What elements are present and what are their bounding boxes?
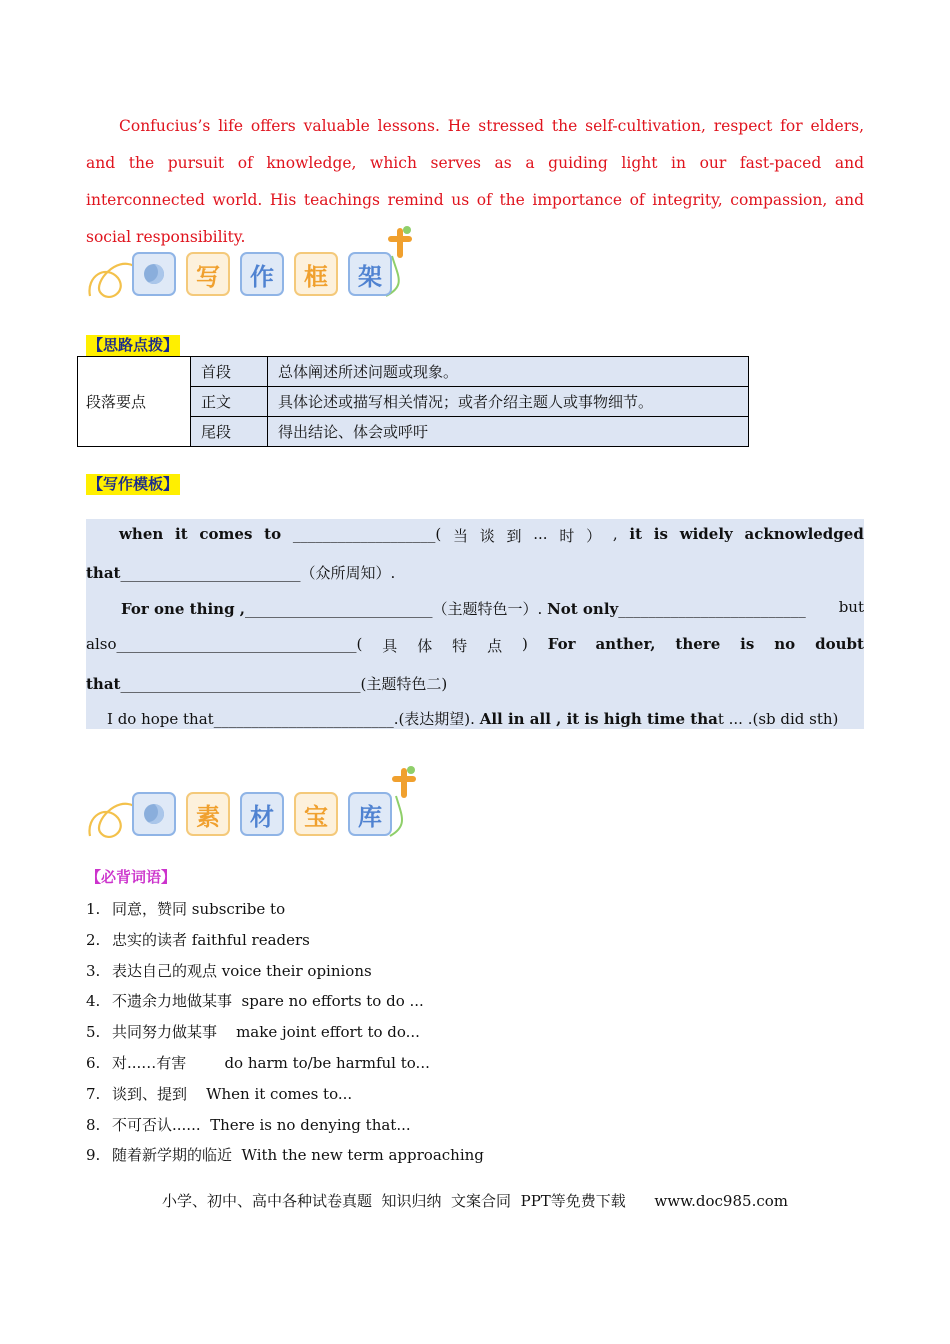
row-desc: 具体论述或描写相关情况；或者介绍主题人或事物细节。: [268, 387, 749, 417]
paragraph-guide-table: [77, 356, 749, 447]
section-banner-material-library: [86, 766, 426, 856]
row-label: 首段: [191, 357, 268, 387]
list-item: 9. 随着新学期的临近 With the new term approaching: [86, 1146, 484, 1165]
template-line-5: that________________________________(主题特色二): [86, 675, 448, 693]
vocab-list: [86, 894, 484, 1171]
list-item: 5. 共同努力做某事 make joint effort to do...: [86, 1023, 420, 1042]
page-footer: 小学、初中、高中各种试卷真题 知识归纳 文案合同 PPT等免费下载 www.doc985.com: [161, 1192, 788, 1210]
list-item: 4. 不遗余力地做某事 spare no efforts to do ...: [86, 992, 424, 1011]
table-row: [78, 357, 749, 387]
ball-icon: [132, 252, 176, 296]
row-desc: 得出结论、体会或呼吁: [268, 417, 749, 447]
list-item: 1. 同意，赞同 subscribe to: [86, 900, 286, 918]
template-line-2: that________________________（众所周知）.: [86, 564, 396, 582]
list-item: 3. 表达自己的观点 voice their opinions: [86, 961, 372, 980]
banner-char-3: 框: [294, 252, 338, 296]
list-item: 6. 对...…有害 do harm to/be harmful to...: [86, 1053, 430, 1072]
row-label: 正文: [191, 387, 268, 417]
list-item: 7. 谈到、提到 When it comes to...: [86, 1084, 353, 1103]
list-item: 2. 忠实的读者 faithful readers: [86, 930, 310, 949]
template-line-1: when it comes to ___________________( 当 谈 到 ... 时 ） , it is widely acknowledged: [119, 525, 864, 545]
template-line-3: For one thing ,_________________________（主题特色一）. Not only_________________________ but: [121, 598, 864, 618]
banner-char-2: 材: [240, 792, 284, 836]
banner-char-1: 写: [186, 252, 230, 296]
intro-paragraph: Confucius’s life offers valuable lessons. He stressed the self-cultivation, respect for elders, and the pursuit of knowledge, which serves as a guiding light in our fast-paced and interconnected world. His teachings remind us of the importance of integrity, compassion, and social responsibility.: [86, 117, 864, 246]
template-line-4: also________________________________( 具 体 特 点 ) For anther, there is no doubt: [86, 635, 864, 655]
banner-char-3: 宝: [294, 792, 338, 836]
list-item: 8. 不可否认...... There is no denying that...: [86, 1115, 411, 1134]
writing-template-box: [86, 519, 864, 729]
ball-icon: [132, 792, 176, 836]
banner-char-4: 库: [348, 792, 392, 836]
template-tag: 【写作模板】: [88, 475, 179, 493]
banner-char-4: 架: [348, 252, 392, 296]
banner-char-2: 作: [240, 252, 284, 296]
row-desc: 总体阐述所述问题或现象。: [268, 357, 749, 387]
thinking-tag: 【思路点拨】: [88, 336, 179, 354]
group-label: 段落要点: [78, 357, 191, 447]
section-banner-writing-framework: [86, 226, 426, 316]
vocab-tag: 【必背词语】: [86, 868, 177, 886]
row-label: 尾段: [191, 417, 268, 447]
template-line-6: I do hope that________________________.(表达期望). All in all , it is high time that ... .(sb did sth): [107, 710, 839, 728]
banner-char-1: 素: [186, 792, 230, 836]
